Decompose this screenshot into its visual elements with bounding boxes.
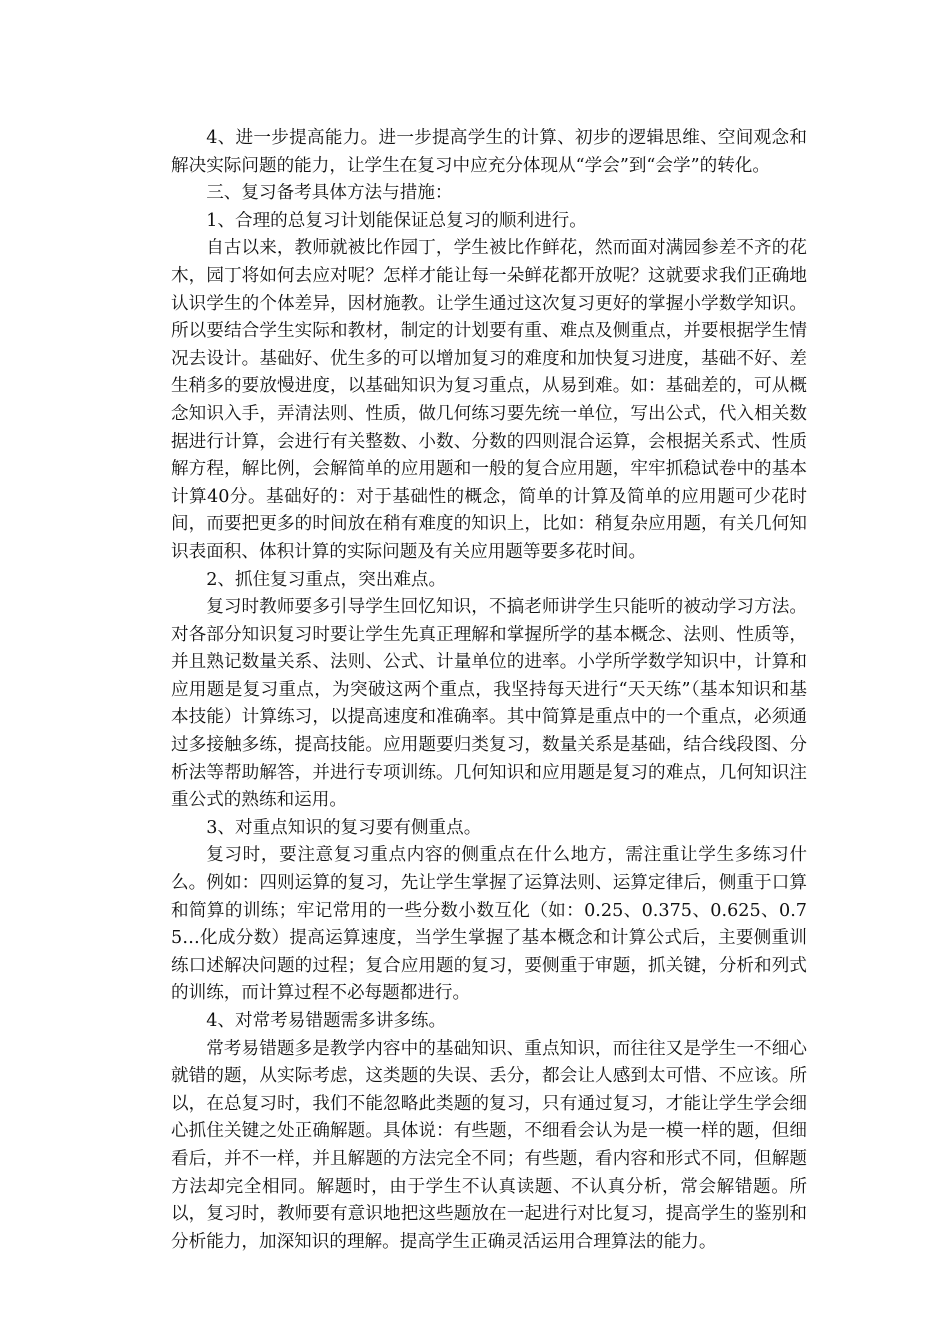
section-heading-methods: 三、复习备考具体方法与措施： xyxy=(206,183,453,204)
paragraph-error-prone: 常考易错题多是教学内容中的基础知识、重点知识，而往往又是学生一不细心就错的题，从实际考虑，这类题的失误、丢分，都会让人感到太可惜、不应该。所以，在总复习时，我们不能忽略此类题的复习，只有通过复习，才能让学生学会细心抓住关键之处正确解题。具体说：有些题，不细看会认为是一模一样的题，但细看后，并不一样，并且解题的方法完全不同；有些题，看内容和形式不同，但解题方法却完全相同。解题时，由于学生不认真读题、不认真分析，常会解错题。所以，复习时，教师要有意识地把这些题放在一起进行对比复习，提高学生的鉴别和分析能力，加深知识的理解。提高学生正确灵活运用合理算法的能力。 xyxy=(171,1038,807,1252)
paragraph-review-plan: 自古以来，教师就被比作园丁，学生被比作鲜花，然而面对满园参差不齐的花木，园丁将如何去应对呢？怎样才能让每一朵鲜花都开放呢？这就要求我们正确地认识学生的个体差异，因材施教。让学生通过这次复习更好的掌握小学数学知识。所以要结合学生实际和教材，制定的计划要有重、难点及侧重点，并要根据学生情况去设计。基础好、优生多的可以增加复习的难度和加快复习进度，基础不好、差生稍多的要放慢进度，以基础知识为复习重点，从易到难。如：基础差的，可从概念知识入手，弄清法则、性质，做几何练习要先统一单位，写出公式，代入相关数据进行计算，会进行有关整数、小数、分数的四则混合运算，会根据关系式、性质解方程，解比例，会解简单的应用题和一般的复合应用题，牢牢抓稳试卷中的基本计算40分。基础好的：对于基础性的概念，简单的计算及简单的应用题可少花时间，而要把更多的时间放在稍有难度的知识上，比如：稍复杂应用题，有关几何知识表面积、体积计算的实际问题及有关应用题等要多花时间。 xyxy=(171,238,807,562)
document-body xyxy=(171,125,807,1256)
subheading-error-prone: 4、对常考易错题需多讲多练。 xyxy=(206,1011,447,1031)
subheading-review-plan: 1、合理的总复习计划能保证总复习的顺利进行。 xyxy=(206,210,587,231)
paragraph-improve-ability: 4、进一步提高能力。进一步提高学生的计算、初步的逻辑思维、空间观念和解决实际问题的能力，让学生在复习中应充分体现从“学会”到“会学”的转化。 xyxy=(171,128,807,176)
paragraph-key-points: 复习时教师要多引导学生回忆知识，不搞老师讲学生只能听的被动学习方法。对各部分知识复习时要让学生先真正理解和掌握所学的基本概念、法则、性质等，并且熟记数量关系、法则、公式、计量单位的进率。小学所学数学知识中，计算和应用题是复习重点，为突破这两个重点，我坚持每天进行“天天练”（基本知识和基本技能）计算练习，以提高速度和准确率。其中简算是重点中的一个重点，必须通过多接触多练，提高技能。应用题要归类复习，数量关系是基础，结合线段图、分析法等帮助解答，并进行专项训练。几何知识和应用题是复习的难点，几何知识注重公式的熟练和运用。 xyxy=(171,597,807,811)
subheading-key-points: 2、抓住复习重点，突出难点。 xyxy=(206,569,447,590)
paragraph-focus-review: 复习时，要注意复习重点内容的侧重点在什么地方，需注重让学生多练习什么。例如：四则运算的复习，先让学生掌握了运算法则、运算定律后，侧重于口算和简算的训练；牢记常用的一些分数小数互化（如：0.25、0.375、0.625、0.75…化成分数）提高运算速度，当学生掌握了基本概念和计算公式后，主要侧重训练口述解决问题的过程；复合应用题的复习，要侧重于审题，抓关键，分析和列式的训练，而计算过程不必每题都进行。 xyxy=(171,845,807,1004)
subheading-focus-review: 3、对重点知识的复习要有侧重点。 xyxy=(206,817,482,838)
